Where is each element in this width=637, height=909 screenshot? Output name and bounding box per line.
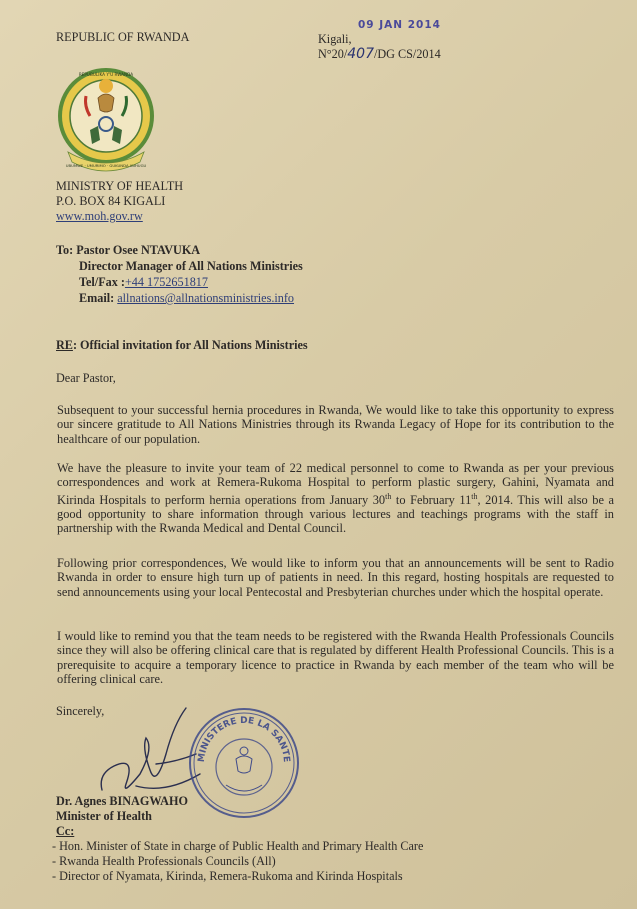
emblem-basket-icon	[98, 94, 114, 112]
paragraph-4: I would like to remind you that the team needs to be registered with the Rwanda Health Professionals Councils since they will also be offering clinical care that is regulated by different Health Professional Councils. This is a prerequisite to acquire a temporary licence to practice in Rwanda by each member of the team who will be offering clinical care.	[57, 629, 614, 686]
recipient-email	[79, 291, 294, 306]
cc-label: Cc:	[56, 824, 75, 838]
rwanda-emblem	[54, 56, 158, 176]
po-box: P.O. BOX 84 KIGALI	[56, 194, 166, 208]
subject-text: : Official invitation for All Nations Ministries	[72, 338, 308, 352]
date-stamp: 09 JAN 2014	[358, 19, 441, 31]
reference-suffix: /DG CS/2014	[373, 47, 441, 61]
reference-prefix: N°20/	[318, 47, 348, 61]
emblem-motto-text: UBUMWE · UMURIMO · GUKUNDA IGIHUGU	[65, 163, 147, 168]
ministry-seal	[186, 705, 302, 821]
seal-basket-icon	[236, 756, 252, 773]
emblem-top-text: REPUBULIKA Y'U RWANDA	[78, 72, 134, 77]
tel-value[interactable]: +44 1752651817	[124, 275, 208, 289]
recipient-tel	[79, 275, 208, 290]
paragraph-1: Subsequent to your successful hernia procedures in Rwanda, We would like to take this opportunity to express our sincere gratitude to All Nations Ministries through its Rwanda Legacy of Hope for its contribution to the healthcare of our population.	[57, 403, 614, 446]
recipient-to: To: Pastor Osee NTAVUKA	[56, 243, 201, 257]
reference-handwritten-number: 407	[347, 46, 374, 62]
subject-re: RE	[56, 338, 73, 352]
recipient-title: Director Manager of All Nations Ministries	[79, 259, 303, 273]
seal-sun-icon	[240, 747, 248, 755]
salutation: Dear Pastor,	[56, 371, 116, 385]
seal-ribbon	[226, 785, 262, 791]
email-label: Email:	[79, 291, 118, 305]
signatory-title: Minister of Health	[56, 809, 152, 823]
cc-item: - Director of Nyamata, Kirinda, Remera-Rukoma and Kirinda Hospitals	[52, 869, 403, 883]
email-link[interactable]: allnations@allnationsministries.info	[117, 291, 295, 305]
reference-number	[318, 47, 441, 62]
seal-text: MINISTERE DE LA SANTE	[196, 715, 292, 763]
website-link[interactable]: www.moh.gov.rw	[56, 209, 143, 223]
place-label: Kigali,	[318, 32, 352, 46]
paragraph-3: Following prior correspondences, We would like to inform you that an announcements will be sent to Radio Rwanda in order to ensure high turn up of patients in need. In this regard, hosting hospitals are requested to send announcements using your local Pentecostal and Presbyterian churches under which the hospital operate.	[57, 556, 614, 599]
closing: Sincerely,	[56, 704, 105, 718]
paragraph-2: We have the pleasure to invite your team of 22 medical personnel to come to Rwanda as per your previous correspondences and work at Remera-Rukoma Hospital to perform plastic surgery, Gahini, Nyamata and Kirinda Hospitals to perform hernia operations from January 30th to February 11th, 2014. This will also be a good opportunity to share information through various lectures and teachings programs with the staff in partnership with the Rwanda Medical and Dental Council.	[57, 461, 614, 536]
emblem-sun-icon	[99, 79, 113, 93]
cc-item: - Hon. Minister of State in charge of Public Health and Primary Health Care	[52, 839, 424, 853]
signatory-name: Dr. Agnes BINAGWAHO	[56, 794, 188, 808]
subject-line	[56, 338, 308, 353]
tel-label: Tel/Fax :	[79, 275, 125, 289]
cc-item: - Rwanda Health Professionals Councils (All)	[52, 854, 276, 868]
country-name: REPUBLIC OF RWANDA	[56, 30, 190, 44]
ministry-name: MINISTRY OF HEALTH	[56, 179, 184, 193]
